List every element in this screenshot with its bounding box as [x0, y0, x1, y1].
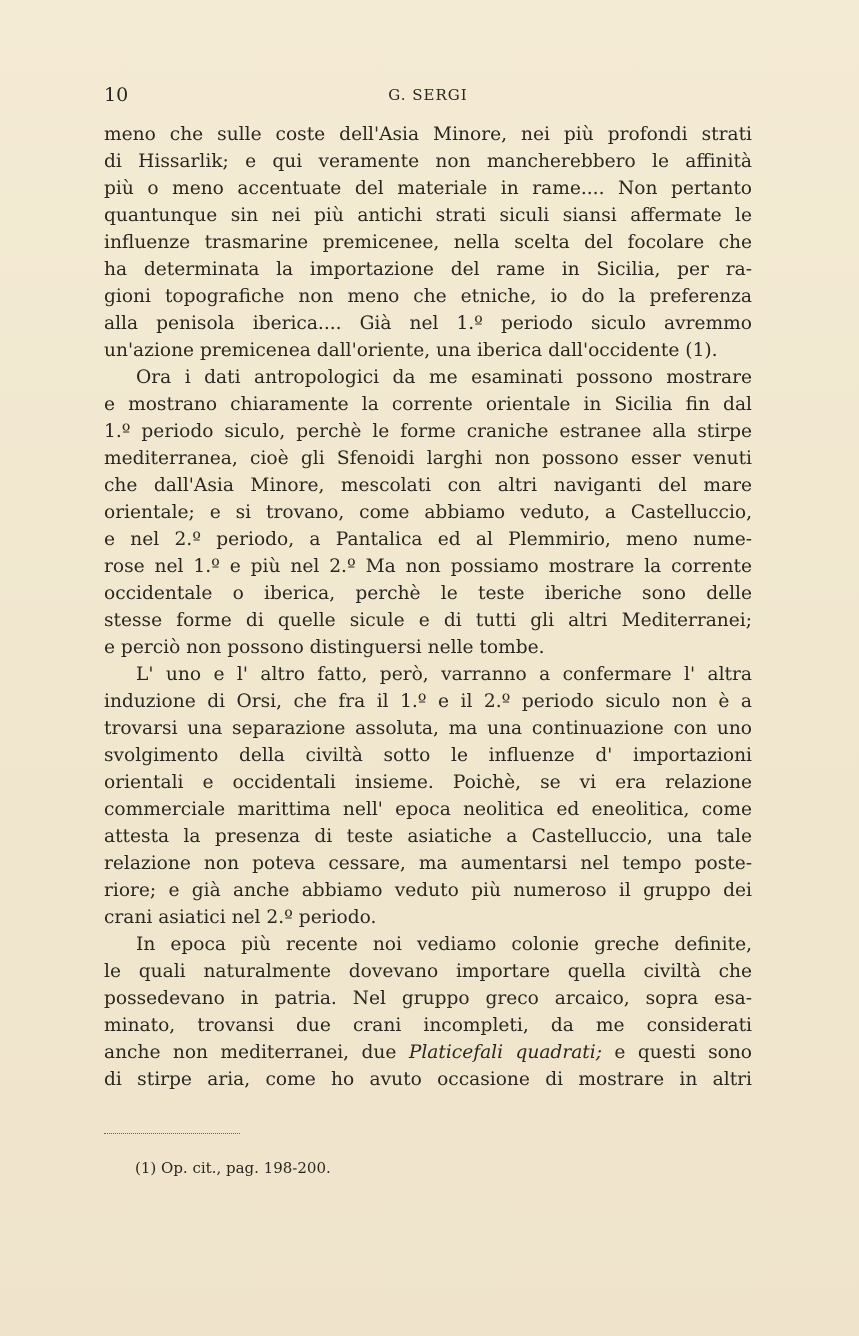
text-line: svolgimento della civiltà sotto le influenze d' importazioni	[104, 745, 752, 766]
text-line: orientali e occidentali insieme. Poichè, se vi era relazione	[104, 772, 752, 793]
text-line: riore; e già anche abbiamo veduto più numeroso il gruppo dei	[104, 880, 752, 901]
text-line: commerciale marittima nell' epoca neolitica ed eneolitica, come	[104, 799, 752, 820]
text-line: attesta la presenza di teste asiatiche a Castelluccio, una tale	[104, 826, 752, 847]
text-line: meno che sulle coste dell'Asia Minore, nei più profondi strati	[104, 124, 752, 145]
text-line: Ora i dati antropologici da me esaminati possono mostrare	[136, 367, 752, 388]
text-line: più o meno accentuate del materiale in rame.... Non pertanto	[104, 178, 752, 199]
text-line-mixed	[104, 1039, 752, 1066]
text-line: In epoca più recente noi vediamo colonie greche definite,	[136, 934, 752, 955]
running-head: G. SERGI	[388, 86, 468, 104]
text-line: stesse forme di quelle sicule e di tutti gli altri Mediterranei;	[104, 610, 752, 631]
text-line: un'azione premicenea dall'oriente, una iberica dall'occidente (1).	[104, 340, 718, 361]
text-line: L' uno e l' altro fatto, però, varranno a confermare l' altra	[136, 664, 752, 685]
footnote-separator	[104, 1133, 240, 1134]
text-line: relazione non poteva cessare, ma aumentarsi nel tempo poste-	[104, 853, 752, 874]
text-line: occidentale o iberica, perchè le teste iberiche sono delle	[104, 583, 752, 604]
page-header	[104, 84, 752, 110]
text-line: le quali naturalmente dovevano importare quella civiltà che	[104, 961, 752, 982]
text-run: anche non mediterranei, due	[104, 1042, 409, 1063]
body-text	[104, 121, 752, 1093]
text-line: alla penisola iberica.... Già nel 1.º periodo siculo avremmo	[104, 313, 752, 334]
italic-term: Platicefali quadrati;	[408, 1042, 602, 1063]
text-line: e perciò non possono distinguersi nelle tombe.	[104, 637, 545, 658]
text-run: e questi sono	[602, 1042, 753, 1063]
text-line: di Hissarlik; e qui veramente non mancherebbero le affinità	[104, 151, 752, 172]
text-line: possedevano in patria. Nel gruppo greco arcaico, sopra esa-	[104, 988, 752, 1009]
page-number: 10	[104, 84, 129, 106]
text-line: gioni topografiche non meno che etniche, io do la preferenza	[104, 286, 752, 307]
text-line: ha determinata la importazione del rame in Sicilia, per ra-	[104, 259, 752, 280]
text-line: crani asiatici nel 2.º periodo.	[104, 907, 377, 928]
text-line: mediterranea, cioè gli Sfenoidi larghi non possono esser venuti	[104, 448, 752, 469]
text-line: influenze trasmarine premicenee, nella scelta del focolare che	[104, 232, 752, 253]
text-line: e nel 2.º periodo, a Pantalica ed al Plemmirio, meno nume-	[104, 529, 752, 550]
text-line: trovarsi una separazione assoluta, ma una continuazione con uno	[104, 718, 752, 739]
text-line: che dall'Asia Minore, mescolati con altri naviganti del mare	[104, 475, 752, 496]
text-line: quantunque sin nei più antichi strati siculi siansi affermate le	[104, 205, 752, 226]
text-line: orientale; e si trovano, come abbiamo veduto, a Castelluccio,	[104, 502, 752, 523]
text-line: di stirpe aria, come ho avuto occasione di mostrare in altri	[104, 1069, 752, 1090]
text-line: rose nel 1.º e più nel 2.º Ma non possiamo mostrare la corrente	[104, 556, 752, 577]
text-line: minato, trovansi due crani incompleti, da me considerati	[104, 1015, 752, 1036]
text-line: induzione di Orsi, che fra il 1.º e il 2.º periodo siculo non è a	[104, 691, 752, 712]
text-line: 1.º periodo siculo, perchè le forme craniche estranee alla stirpe	[104, 421, 752, 442]
text-line: e mostrano chiaramente la corrente orientale in Sicilia fin dal	[104, 394, 752, 415]
footnote: (1) Op. cit., pag. 198-200.	[135, 1159, 331, 1177]
